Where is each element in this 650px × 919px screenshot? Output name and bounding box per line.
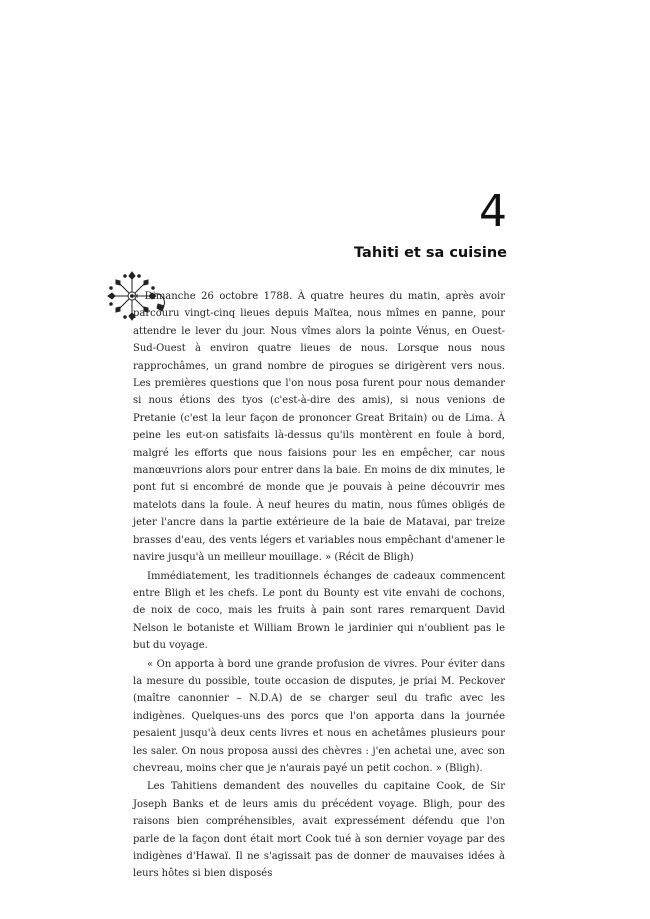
chapter-title: Tahiti et sa cuisine [354,245,507,261]
paragraph: Immédiatement, les traditionnels échanges de cadeaux commencent entre Bligh et les chefs. Le pont du Bounty est vite envahi de cochons, de noix de coco, mais les fruits à pain sont rares remarquent David Nelson le botaniste et William Brown le jardinier qui n'oublient pas le but du voyage. [133,570,505,652]
paragraph: « On apporta à bord une grande profusion de vivres. Pour éviter dans la mesure du possible, toute occasion de disputes, je priai M. Peckover (maître canonnier – N.D.A) de se charger seul du trafic avec les indigènes. Quelques-uns des porcs que l'on apporta dans la journée pesaient jusqu'à deux cents livres et nous en achetâmes plusieurs pour les saler. On nous proposa aussi des chèvres : j'en achetai une, avec son chevreau, moins cher que je n'aurais payé un petit cochon. » (Bligh). [133,658,505,774]
paragraph: Les Tahitiens demandent des nouvelles du capitaine Cook, de Sir Joseph Banks et de leurs amis du précédent voyage. Bligh, pour des raisons bien compréhensibles, avait expressément défendu que l'on parle de la façon dont était mort Cook tué à son dernier voyage par des indigènes d'Hawaï. Il ne s'agissait pas de donner de mauvaises idées à leurs hôtes si bien disposés [133,781,505,880]
paragraph: « Dimanche 26 octobre 1788. À quatre heures du matin, après avoir parcouru vingt-cinq lieues depuis Maïtea, nous mîmes en panne, pour attendre le lever du jour. Nous vîmes alors la pointe Vénus, en Ouest-Sud-Ouest à environ quatre lieues de nous. Lorsque nous nous rapprochâmes, un grand nombre de pirogues se dirigèrent vers nous. Les premières questions que l'on nous posa furent pour nous demander si nous étions des tyos (c'est-à-dire des amis), si nous venions de Pretanie (c'est la leur façon de prononcer Great Britain) ou de Lima. À peine les eut-on satisfaits là-dessus qu'ils montèrent en foule à bord, malgré les efforts que nous faisions pour les en empêcher, car nous manœuvrions alors pour entrer dans la baie. En moins de dix minutes, le pont fut si encombré de monde que je pouvais à peine découvrir mes matelots dans la foule. À neuf heures du matin, nous fûmes obligés de jeter l'ancre dans la partie extérieure de la baie de Matavai, par treize brasses d'eau, des vents légers et variables nous empêchant d'amener le navire jusqu'à un meilleur mouillage. » (Récit de Bligh) [133,291,505,564]
chapter-number: 4 [479,186,507,237]
chapter-body [133,288,505,883]
